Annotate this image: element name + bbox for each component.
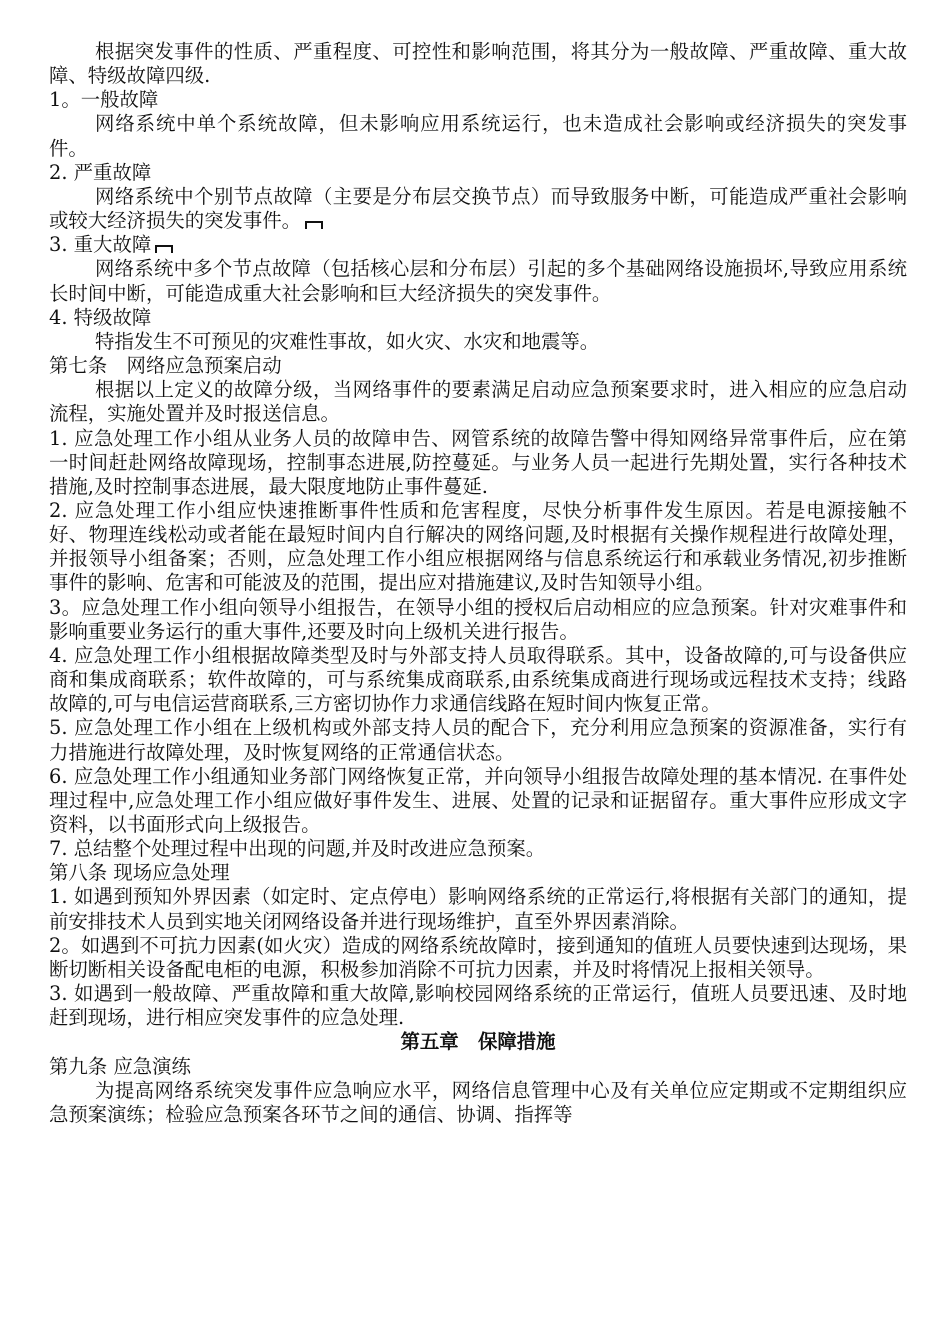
level-3-heading — [49, 233, 907, 257]
level-1-description: 网络系统中单个系统故障，但未影响应用系统运行，也未造成社会影响或经济损失的突发事件。 — [49, 112, 907, 160]
level-3-description: 网络系统中多个节点故障（包括核心层和分布层）引起的多个基础网络设施损坏,导致应用系统长时间中断，可能造成重大社会影响和巨大经济损失的突发事件。 — [49, 257, 907, 305]
chapter-5-title: 第五章 保障措施 — [400, 1030, 556, 1054]
edit-mark-icon — [155, 245, 173, 253]
article-8-item-3: 3. 如遇到一般故障、严重故障和重大故障,影响校园网络系统的正常运行，值班人员要迅速、及时地赶到现场，进行相应突发事件的应急处理. — [49, 982, 907, 1030]
level-2-text: 网络系统中个别节点故障（主要是分布层交换节点）而导致服务中断，可能造成严重社会影响或较大经济损失的突发事件。 — [49, 184, 907, 233]
level-3-heading-text: 3. 重大故障 — [49, 233, 152, 257]
level-4-heading: 4. 特级故障 — [49, 305, 152, 329]
document-page — [49, 40, 907, 1127]
article-7-intro: 根据以上定义的故障分级，当网络事件的要素满足启动应急预案要求时，进入相应的应急启动流程，实施处置并及时报送信息。 — [49, 378, 907, 426]
article-9-heading: 第九条 应急演练 — [49, 1054, 191, 1078]
article-7-item-7: 7. 总结整个处理过程中出现的问题,并及时改进应急预案。 — [49, 837, 546, 861]
article-9-text: 为提高网络系统突发事件应急响应水平，网络信息管理中心及有关单位应定期或不定期组织应急预案演练；检验应急预案各环节之间的通信、协调、指挥等 — [49, 1078, 907, 1126]
article-7-item-6: 6. 应急处理工作小组通知业务部门网络恢复正常，并向领导小组报告故障处理的基本情况. 在事件处理过程中,应急处理工作小组应做好事件发生、进展、处置的记录和证据留存。重大事件应形成文字资料，以书面形式向上级报告。 — [49, 764, 907, 836]
article-8-item-2: 2。如遇到不可抗力因素(如火灾）造成的网络系统故障时，接到通知的值班人员要快速到达现场，果断切断相关设备配电柜的电源，积极参加消除不可抗力因素，并及时将情况上报相关领导。 — [49, 933, 907, 981]
article-7-item-5: 5. 应急处理工作小组在上级机构或外部支持人员的配合下，充分利用应急预案的资源准备，实行有力措施进行故障处理，及时恢复网络的正常通信状态。 — [49, 716, 907, 764]
article-7-item-4: 4. 应急处理工作小组根据故障类型及时与外部支持人员取得联系。其中，设备故障的,可与设备供应商和集成商联系；软件故障的，可与系统集成商联系,由系统集成商进行现场或远程技术支持；线路故障的,可与电信运营商联系,三方密切协作力求通信线路在短时间内恢复正常。 — [49, 643, 907, 716]
level-2-heading: 2. 严重故障 — [49, 160, 152, 184]
article-7-heading: 第七条 网络应急预案启动 — [49, 354, 282, 378]
level-4-description: 特指发生不可预见的灾难性事故，如火灾、水灾和地震等。 — [95, 329, 600, 353]
article-7-item-1: 1. 应急处理工作小组从业务人员的故障申告、网管系统的故障告警中得知网络异常事件后，应在第一时间赶赴网络故障现场，控制事态进展,防控蔓延。与业务人员一起进行先期处置，实行各种技术措施,及时控制事态进展，最大限度地防止事件蔓延. — [49, 426, 907, 498]
article-8-item-1: 1. 如遇到预知外界因素（如定时、定点停电）影响网络系统的正常运行,将根据有关部门的通知，提前安排技术人员到实地关闭网络设备并进行现场维护，直至外界因素消除。 — [49, 885, 907, 933]
level-1-heading: 1。一般故障 — [49, 88, 159, 112]
article-7-item-2: 2. 应急处理工作小组应快速推断事件性质和危害程度，尽快分析事件发生原因。若是电源接触不好、物理连线松动或者能在最短时间内自行解决的网络问题,及时根据有关操作规程进行故障处理，并报领导小组备案；否则，应急处理工作小组应根据网络与信息系统运行和承载业务情况,初步推断事件的影响、危害和可能波及的范围，提出应对措施建议,及时告知领导小组。 — [49, 498, 907, 595]
edit-mark-icon — [305, 221, 323, 229]
level-2-description — [49, 185, 907, 233]
article-8-heading: 第八条 现场应急处理 — [49, 861, 230, 885]
intro-paragraph: 根据突发事件的性质、严重程度、可控性和影响范围，将其分为一般故障、严重故障、重大故障、特级故障四级. — [49, 40, 907, 88]
article-7-item-3: 3。应急处理工作小组向领导小组报告，在领导小组的授权后启动相应的应急预案。针对灾难事件和影响重要业务运行的重大事件,还要及时向上级机关进行报告。 — [49, 595, 907, 643]
